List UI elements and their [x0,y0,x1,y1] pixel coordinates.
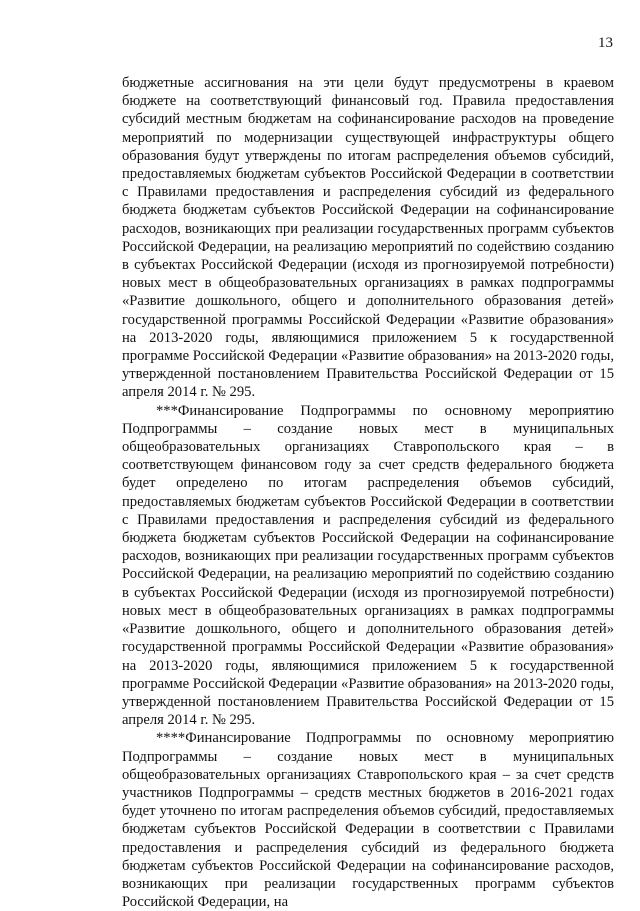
paragraph-budget-allocations: бюджетные ассигнования на эти цели будут предусмотрены в краевом бюджете на соответствующий финансовый год. Правила предоставления субсидий местным бюджетам на софинансирование расходов на проведение мероприятий по модернизации существующей инфраструктуры общего образования будут утверждены по итогам распределения объемов субсидий, предоставляемых бюджетам субъектов Российской Федерации в соответствии с Правилами предоставления и распределения субсидий из федерального бюджета бюджетам субъектов Российской Федерации на софинансирование расходов, возникающих при реализации государственных программ субъектов Российской Федерации, на реализацию мероприятий по содействию созданию в субъектах Российской Федерации (исходя из прогнозируемой потребности) новых мест в общеобразовательных организациях в рамках подпрограммы «Развитие дошкольного, общего и дополнительного образования детей» государственной программы Российской Федерации «Развитие образования» на 2013-2020 годы, являющимися приложением 5 к государственной программе Российской Федерации «Развитие образования» на 2013-2020 годы, утвержденной постановлением Правительства Российской Федерации от 15 апреля 2014 г. № 295. [122,75,614,401]
document-body [122,74,614,911]
paragraph-federal-financing-note: ***Финансирование Подпрограммы по основному мероприятию Подпрограммы – создание новых мест в муниципальных общеобразовательных организациях Ставропольского края – в соответствующем финансовом году за счет средств федерального бюджета будет определено по итогам распределения объемов субсидий, предоставляемых бюджетам субъектов Российской Федерации в соответствии с Правилами предоставления и распределения субсидий из федерального бюджета бюджетам субъектов Российской Федерации на софинансирование расходов, возникающих при реализации государственных программ субъектов Российской Федерации, на реализацию мероприятий по содействию созданию в субъектах Российской Федерации (исходя из прогнозируемой потребности) новых мест в общеобразовательных организациях в рамках подпрограммы «Развитие дошкольного, общего и дополнительного образования детей» государственной программы Российской Федерации «Развитие образования» на 2013-2020 годы, являющимися приложением 5 к государственной программе Российской Федерации «Развитие образования» на 2013-2020 годы, утвержденной постановлением Правительства Российской Федерации от 15 апреля 2014 г. № 295. [122,402,614,729]
paragraph-local-financing-note: ****Финансирование Подпрограммы по основному мероприятию Подпрограммы – создание новых мест в муниципальных общеобразовательных организациях Ставропольского края – за счет средств участников Подпрограммы – средств местных бюджетов в 2016-2021 годах будет уточнено по итогам распределения объемов субсидий, предоставляемых бюджетам субъектов Российской Федерации в соответствии с Правилами предоставления и распределения субсидий из федерального бюджета бюджетам субъектов Российской Федерации на софинансирование расходов, возникающих при реализации государственных программ субъектов Российской Федерации, на [122,730,614,911]
page-number: 13 [598,35,613,51]
